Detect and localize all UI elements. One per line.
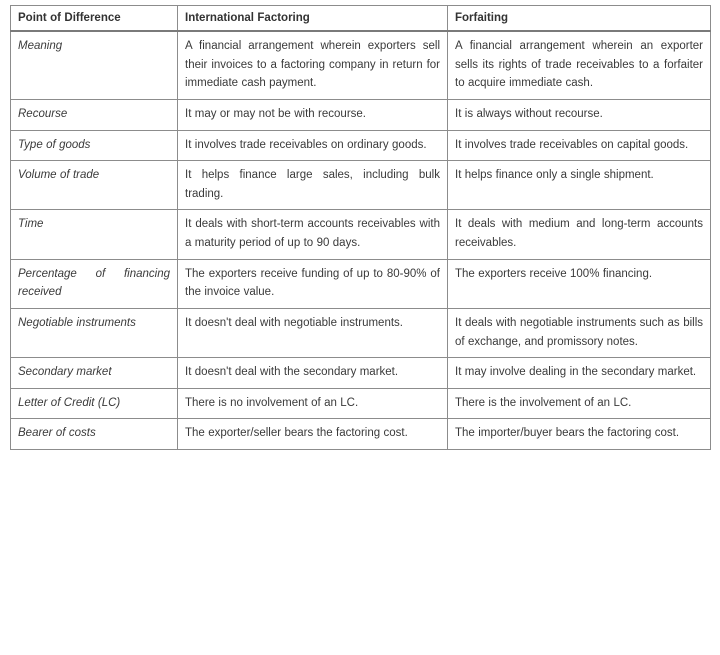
- table-header: [11, 6, 711, 32]
- table-row: [11, 358, 711, 389]
- table-row: [11, 259, 711, 308]
- column-header-international-factoring: International Factoring: [178, 6, 448, 32]
- cell-factoring-bearer-of-costs: The exporter/seller bears the factoring cost.: [178, 419, 448, 450]
- row-label-meaning: Meaning: [11, 31, 178, 99]
- table-row: [11, 161, 711, 210]
- cell-factoring-time: It deals with short-term accounts receivables with a maturity period of up to 90 days.: [178, 210, 448, 259]
- comparison-table: [10, 5, 711, 450]
- cell-factoring-recourse: It may or may not be with recourse.: [178, 99, 448, 130]
- table-row: [11, 388, 711, 419]
- cell-forfaiting-recourse: It is always without recourse.: [448, 99, 711, 130]
- table-row: [11, 308, 711, 357]
- table-header-row: [11, 6, 711, 32]
- cell-forfaiting-percentage-of-financing-received: The exporters receive 100% financing.: [448, 259, 711, 308]
- cell-forfaiting-meaning: A financial arrangement wherein an exporter sells its rights of trade receivables to a forfaiter to acquire immediate cash.: [448, 31, 711, 99]
- column-header-forfaiting: Forfaiting: [448, 6, 711, 32]
- row-label-time: Time: [11, 210, 178, 259]
- cell-forfaiting-secondary-market: It may involve dealing in the secondary market.: [448, 358, 711, 389]
- cell-factoring-negotiable-instruments: It doesn't deal with negotiable instruments.: [178, 308, 448, 357]
- row-label-letter-of-credit: Letter of Credit (LC): [11, 388, 178, 419]
- comparison-table-container: [10, 5, 710, 450]
- row-label-type-of-goods: Type of goods: [11, 130, 178, 161]
- row-label-secondary-market: Secondary market: [11, 358, 178, 389]
- cell-forfaiting-volume-of-trade: It helps finance only a single shipment.: [448, 161, 711, 210]
- cell-factoring-meaning: A financial arrangement wherein exporters sell their invoices to a factoring company in return for immediate cash payment.: [178, 31, 448, 99]
- cell-forfaiting-negotiable-instruments: It deals with negotiable instruments such as bills of exchange, and promissory notes.: [448, 308, 711, 357]
- row-label-recourse: Recourse: [11, 99, 178, 130]
- table-row: [11, 130, 711, 161]
- cell-factoring-percentage-of-financing-received: The exporters receive funding of up to 80-90% of the invoice value.: [178, 259, 448, 308]
- cell-forfaiting-letter-of-credit: There is the involvement of an LC.: [448, 388, 711, 419]
- table-row: [11, 31, 711, 99]
- row-label-volume-of-trade: Volume of trade: [11, 161, 178, 210]
- cell-factoring-type-of-goods: It involves trade receivables on ordinary goods.: [178, 130, 448, 161]
- row-label-negotiable-instruments: Negotiable instruments: [11, 308, 178, 357]
- cell-forfaiting-bearer-of-costs: The importer/buyer bears the factoring cost.: [448, 419, 711, 450]
- cell-forfaiting-type-of-goods: It involves trade receivables on capital goods.: [448, 130, 711, 161]
- table-body: [11, 31, 711, 450]
- column-header-point-of-difference: Point of Difference: [11, 6, 178, 32]
- row-label-bearer-of-costs: Bearer of costs: [11, 419, 178, 450]
- cell-factoring-secondary-market: It doesn't deal with the secondary market.: [178, 358, 448, 389]
- table-row: [11, 99, 711, 130]
- table-row: [11, 210, 711, 259]
- cell-factoring-volume-of-trade: It helps finance large sales, including bulk trading.: [178, 161, 448, 210]
- row-label-percentage-of-financing-received: Percentage of financing received: [11, 259, 178, 308]
- cell-forfaiting-time: It deals with medium and long-term accounts receivables.: [448, 210, 711, 259]
- table-row: [11, 419, 711, 450]
- cell-factoring-letter-of-credit: There is no involvement of an LC.: [178, 388, 448, 419]
